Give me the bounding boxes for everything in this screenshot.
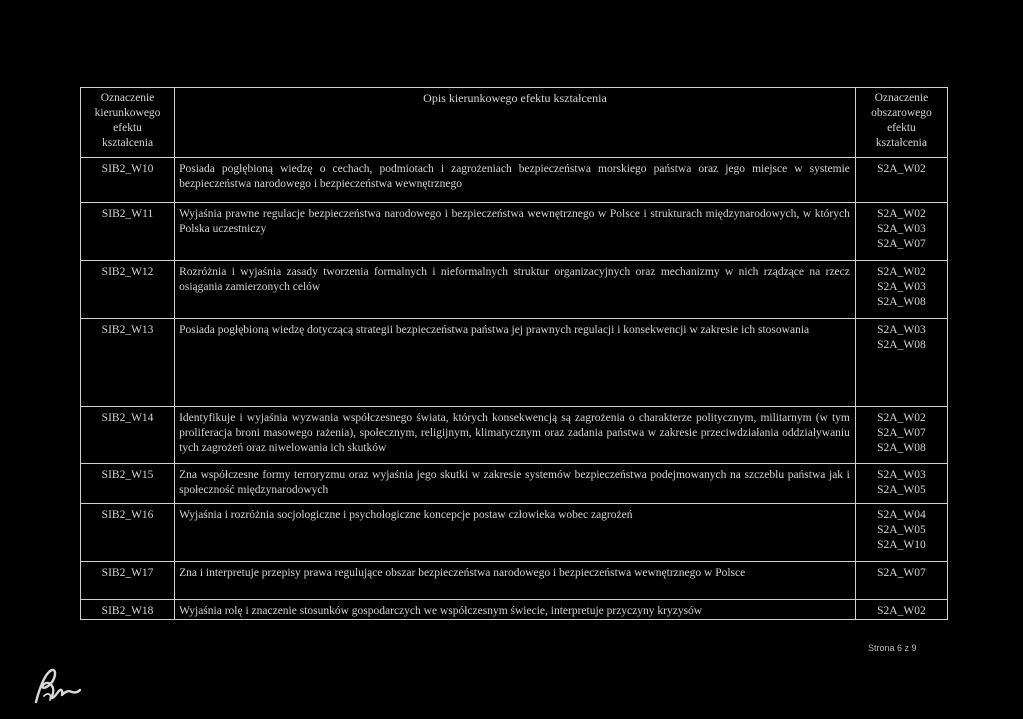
table-row xyxy=(81,203,948,261)
outcome-code: SIB2_W18 xyxy=(81,600,175,620)
area-code: S2A_W02 xyxy=(877,208,926,220)
outcome-description: Identyfikuje i wyjaśnia wyzwania współczesnego świata, których konsekwencją są zagrożenia o charakterze politycznym, militarnym (w tym proliferacja broni masowego rażenia), społecznym, religijnym, klimatycznym oraz zadania państwa w zakresie przeciwdziałania oddziaływaniu tych zagrożeń oraz niwelowania ich skutków xyxy=(175,407,856,464)
area-codes xyxy=(855,158,947,203)
area-code: S2A_W03 xyxy=(877,469,926,481)
header-code-line: kształcenia xyxy=(102,137,154,149)
learning-outcomes-table xyxy=(80,87,948,620)
outcome-code: SIB2_W15 xyxy=(81,464,175,504)
table-row xyxy=(81,319,948,407)
area-codes xyxy=(855,464,947,504)
table-row xyxy=(81,407,948,464)
area-code: S2A_W10 xyxy=(877,539,926,551)
table-row xyxy=(81,504,948,562)
outcome-description: Zna i interpretuje przepisy prawa regulujące obszar bezpieczeństwa narodowego i bezpieczeństwa wewnętrznego w Polsce xyxy=(175,562,856,600)
area-code: S2A_W07 xyxy=(877,567,926,579)
area-code: S2A_W03 xyxy=(877,324,926,336)
area-code: S2A_W08 xyxy=(877,296,926,308)
outcome-description: Wyjaśnia i rozróżnia socjologiczne i psychologiczne koncepcje postaw człowieka wobec zagrożeń xyxy=(175,504,856,562)
outcome-code: SIB2_W13 xyxy=(81,319,175,407)
area-codes xyxy=(855,319,947,407)
area-codes xyxy=(855,600,947,620)
area-code: S2A_W08 xyxy=(877,442,926,454)
header-code-column xyxy=(81,88,175,158)
table-header-row xyxy=(81,88,948,158)
outcome-code: SIB2_W16 xyxy=(81,504,175,562)
area-codes xyxy=(855,261,947,319)
header-area-line: obszarowego xyxy=(871,107,932,119)
header-code-line: Oznaczenie xyxy=(100,92,155,104)
handwritten-signature xyxy=(30,662,82,708)
area-code: S2A_W02 xyxy=(877,412,926,424)
area-code: S2A_W05 xyxy=(877,524,926,536)
table-row xyxy=(81,158,948,203)
area-code: S2A_W02 xyxy=(877,605,926,617)
header-area-line: efektu xyxy=(887,122,916,134)
header-code-line: kierunkowego xyxy=(94,107,161,119)
area-code: S2A_W02 xyxy=(877,163,926,175)
area-code: S2A_W07 xyxy=(877,427,926,439)
page-number: Strona 6 z 9 xyxy=(868,643,917,653)
outcome-description: Posiada pogłębioną wiedzę o cechach, podmiotach i zagrożeniach bezpieczeństwa morskiego państwa oraz jego miejsce w systemie bezpieczeństwa narodowego i bezpieczeństwa wewnętrznego xyxy=(175,158,856,203)
area-code: S2A_W03 xyxy=(877,281,926,293)
area-codes xyxy=(855,504,947,562)
header-area-line: Oznaczenie xyxy=(874,92,929,104)
outcome-description: Posiada pogłębioną wiedzę dotyczącą strategii bezpieczeństwa państwa jej prawnych regulacji i konsekwencji w zakresie ich stosowania xyxy=(175,319,856,407)
area-code: S2A_W04 xyxy=(877,509,926,521)
header-description-column: Opis kierunkowego efektu kształcenia xyxy=(175,88,856,158)
header-area-column xyxy=(855,88,947,158)
table-row xyxy=(81,464,948,504)
area-codes xyxy=(855,203,947,261)
outcome-code: SIB2_W10 xyxy=(81,158,175,203)
area-code: S2A_W03 xyxy=(877,223,926,235)
outcome-description: Wyjaśnia prawne regulacje bezpieczeństwa narodowego i bezpieczeństwa wewnętrznego w Polsce i strukturach międzynarodowych, w których Polska uczestniczy xyxy=(175,203,856,261)
header-area-line: kształcenia xyxy=(875,137,927,149)
outcome-code: SIB2_W17 xyxy=(81,562,175,600)
outcome-code: SIB2_W12 xyxy=(81,261,175,319)
area-codes xyxy=(855,407,947,464)
area-code: S2A_W08 xyxy=(877,339,926,351)
outcome-description: Zna współczesne formy terroryzmu oraz wyjaśnia jego skutki w zakresie systemów bezpieczeństwa podejmowanych na szczeblu państwa jak i społeczność międzynarodowych xyxy=(175,464,856,504)
table-row xyxy=(81,562,948,600)
area-code: S2A_W07 xyxy=(877,238,926,250)
header-code-line: efektu xyxy=(113,122,142,134)
table-row xyxy=(81,600,948,620)
outcome-code: SIB2_W14 xyxy=(81,407,175,464)
area-code: S2A_W02 xyxy=(877,266,926,278)
outcome-code: SIB2_W11 xyxy=(81,203,175,261)
area-code: S2A_W05 xyxy=(877,484,926,496)
outcome-description: Wyjaśnia rolę i znaczenie stosunków gospodarczych we współczesnym świecie, interpretuje przyczyny kryzysów xyxy=(175,600,856,620)
outcome-description: Rozróżnia i wyjaśnia zasady tworzenia formalnych i nieformalnych struktur organizacyjnych oraz mechanizmy w nich rządzące na rzecz osiągania zamierzonych celów xyxy=(175,261,856,319)
table-row xyxy=(81,261,948,319)
area-codes xyxy=(855,562,947,600)
